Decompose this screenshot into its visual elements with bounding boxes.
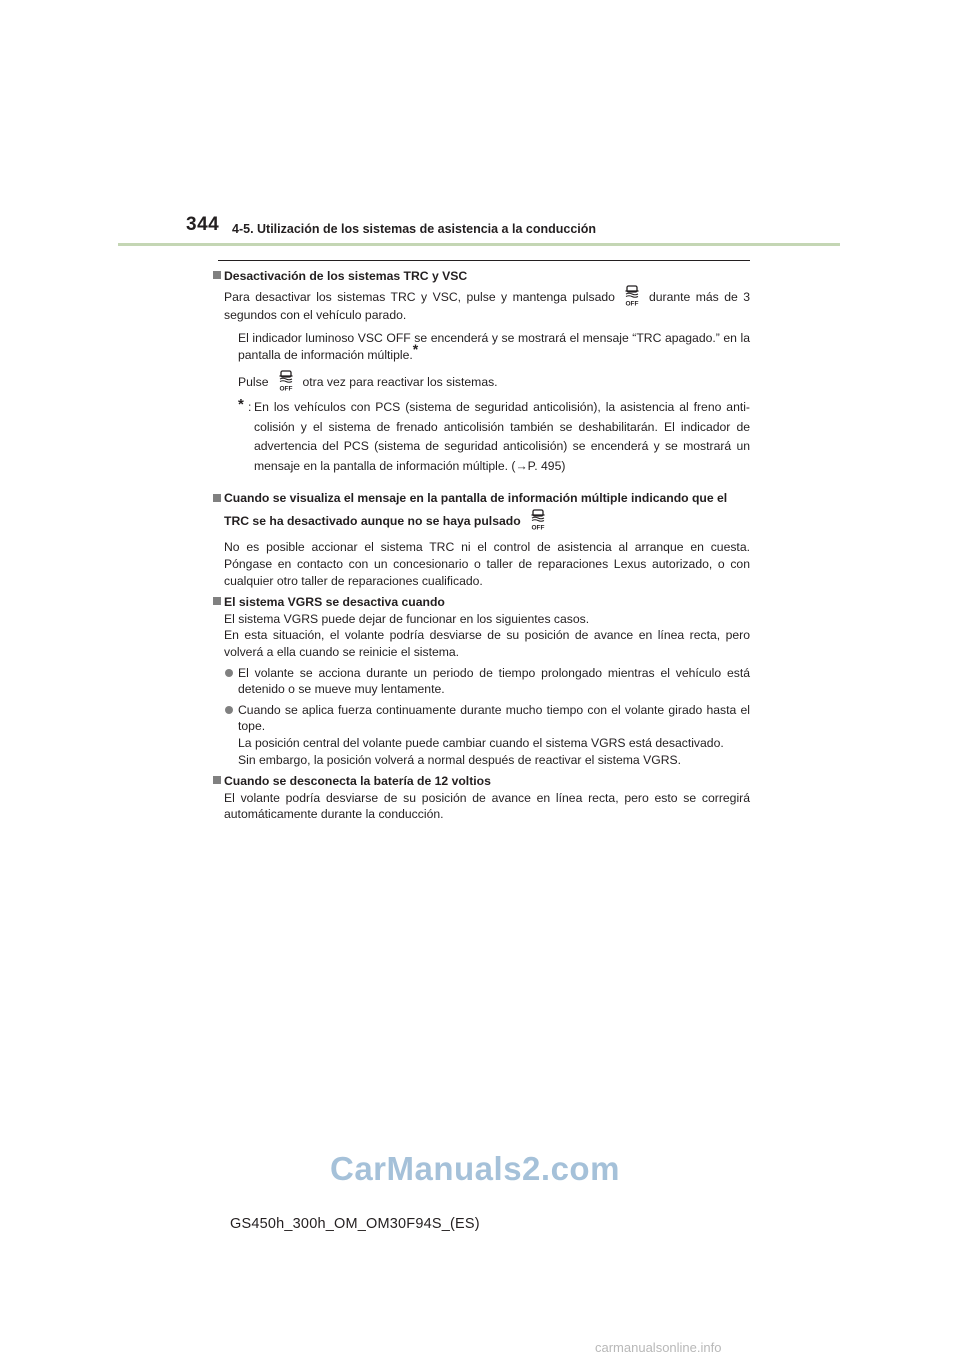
content-rule bbox=[218, 260, 750, 261]
watermark-site: carmanualsonline.info bbox=[595, 1340, 722, 1355]
square-bullet-icon bbox=[213, 494, 221, 502]
svg-text:OFF: OFF bbox=[531, 524, 545, 532]
section-heading: Cuando se desconecta la batería de 12 voltios bbox=[210, 773, 750, 790]
vsc-off-switch-icon bbox=[622, 285, 642, 307]
paragraph: En esta situación, el volante podría desviarse de su posición de avance en línea recta, pero volverá a ella cuando se reinicie el sistema. bbox=[224, 628, 750, 659]
page-content bbox=[210, 268, 750, 828]
watermark-logo: CarManuals2.com bbox=[330, 1150, 620, 1187]
document-code: GS450h_300h_OM_OM30F94S_(ES) bbox=[230, 1216, 480, 1232]
footnote-marker: * bbox=[412, 340, 419, 357]
list-item: Cuando se aplica fuerza continuamente durante mucho tiempo con el volante girado hasta el tope. La posición central del volante puede cambiar cuando el sistema VGRS está desactivado. Sin embargo, la posición volverá a normal después de reactivar el sistema VGRS. bbox=[210, 702, 750, 768]
square-bullet-icon bbox=[213, 776, 221, 784]
round-bullet-icon bbox=[225, 706, 233, 714]
svg-text:OFF: OFF bbox=[279, 385, 292, 393]
section-title: 4-5. Utilización de los sistemas de asistencia a la conducción bbox=[232, 222, 597, 236]
section-heading: Cuando se visualiza el mensaje en la pantalla de información múltiple indicando que el TRC se ha desactivado aunque no se haya pulsado OFF bbox=[210, 488, 750, 532]
footnote: * : En los vehículos con PCS (sistema de seguridad anticolisión), la asistencia al freno anti-colisión y el sistema de frenado anticolisión también se deshabilitarán. El indicador de advertencia del PCS (sistema de seguridad anticolisión) se encenderá y se mostrará un mensaje en la pantalla de información múltiple. (→P. 495) bbox=[238, 396, 750, 473]
square-bullet-icon bbox=[213, 597, 221, 605]
page-number: 344 bbox=[186, 214, 220, 235]
paragraph: No es posible accionar el sistema TRC ni el control de asistencia al arranque en cuesta. Póngase en contacto con un concesionario o taller de reparaciones Lexus autorizado, o con cualquier otro taller de reparaciones cualificado. bbox=[224, 540, 750, 588]
paragraph: Pulse OFF otra vez para reactivar los sistemas. bbox=[210, 370, 750, 392]
section-battery bbox=[210, 773, 750, 823]
svg-text:OFF: OFF bbox=[625, 300, 639, 307]
section-heading: El sistema VGRS se desactiva cuando bbox=[210, 594, 750, 611]
paragraph: El indicador luminoso VSC OFF se encenderá y se mostrará el mensaje “TRC apagado.” en la pantalla de información múltiple.* bbox=[238, 331, 750, 362]
square-bullet-icon bbox=[213, 271, 221, 279]
list-item: El volante se acciona durante un periodo de tiempo prolongado mientras el vehículo está detenido o se mueve muy lentamente. bbox=[210, 665, 750, 698]
header-rule bbox=[118, 243, 840, 246]
footnote-star: * bbox=[238, 396, 244, 414]
vsc-off-switch-icon bbox=[528, 509, 548, 531]
paragraph: El volante podría desviarse de su posición de avance en línea recta, pero esto se corregirá automáticamente durante la conducción. bbox=[224, 790, 750, 822]
section-trc-vsc bbox=[210, 268, 750, 476]
section-heading: Desactivación de los sistemas TRC y VSC bbox=[210, 268, 750, 285]
section-vgrs bbox=[210, 594, 750, 768]
paragraph: El sistema VGRS puede dejar de funcionar en los siguientes casos. bbox=[224, 611, 590, 626]
paragraph: Para desactivar los sistemas TRC y VSC, pulse y mantenga pulsado OFF durante más de 3 segundos con el vehículo parado. bbox=[210, 285, 750, 324]
vsc-off-switch-icon bbox=[276, 370, 296, 392]
section-trc-message bbox=[210, 488, 750, 589]
round-bullet-icon bbox=[225, 669, 233, 677]
